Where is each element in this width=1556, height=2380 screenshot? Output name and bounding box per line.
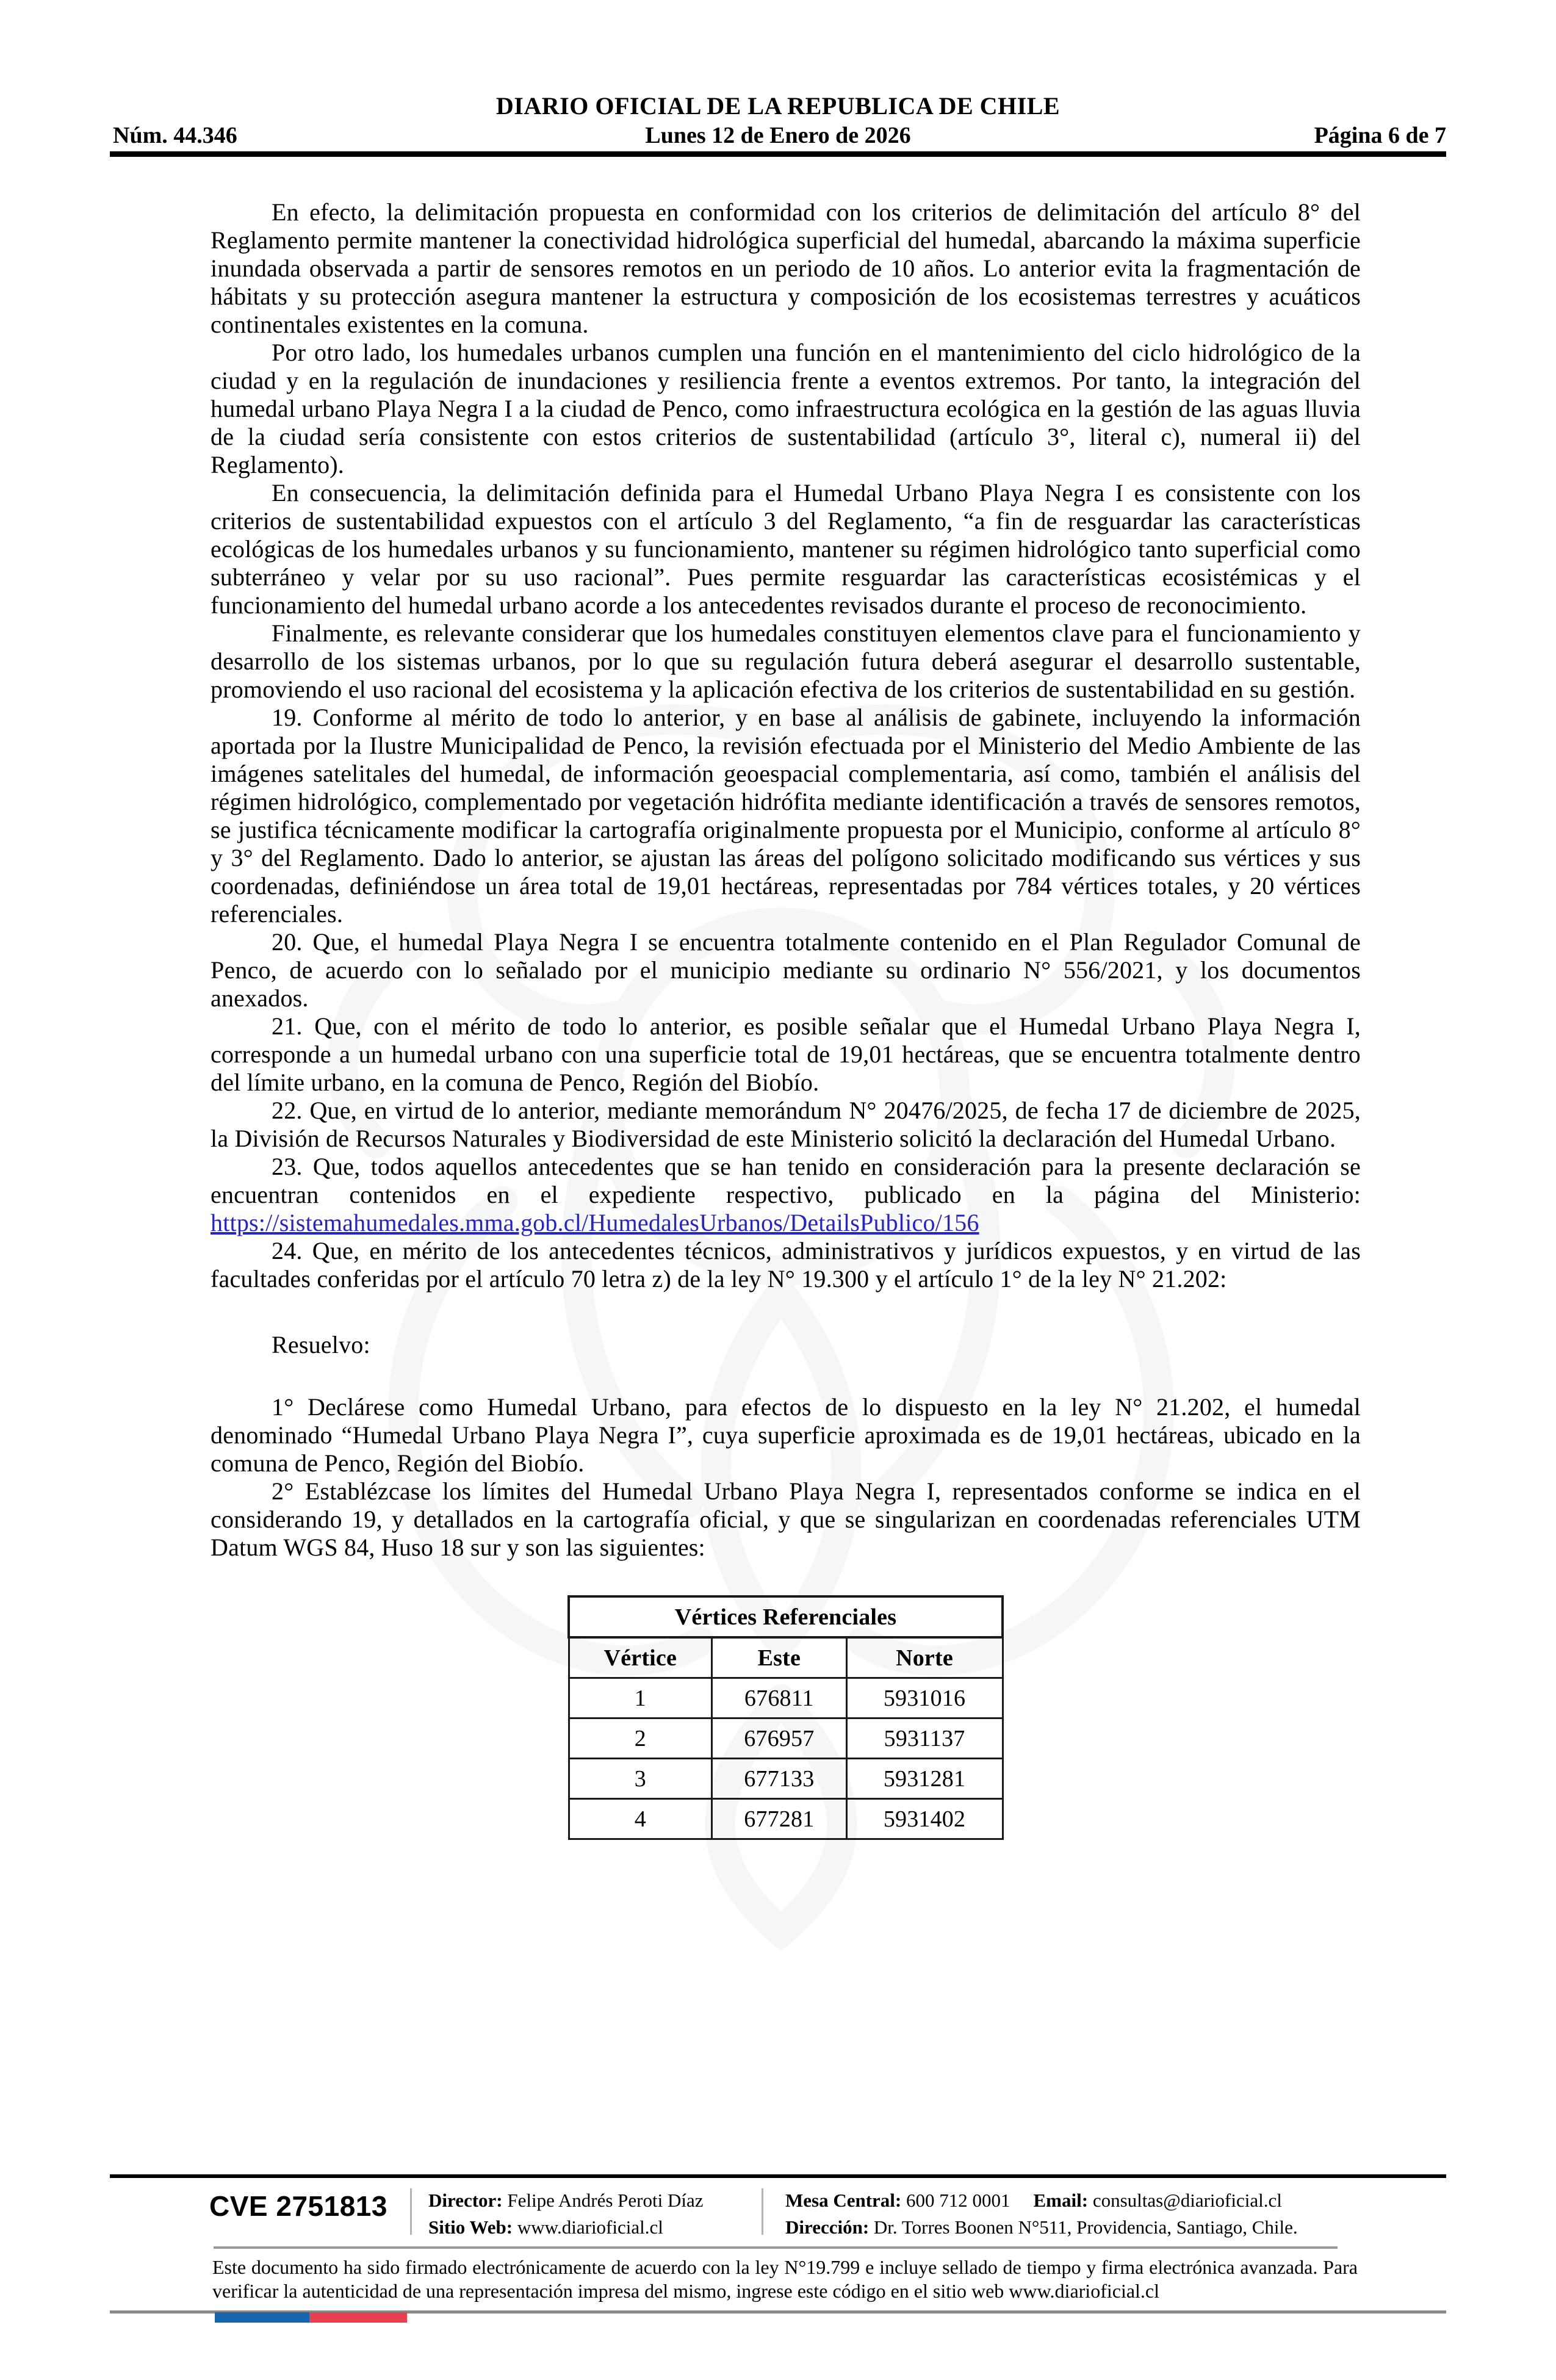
cell-norte: 5931281 <box>846 1759 1003 1799</box>
paragraph-consecuencia: En consecuencia, la delimitación definida para el Humedal Urbano Playa Negra I es consistente con los criterios de sustentabilidad expuestos con el artículo 3 del Reglamento, “a fin de resguardar las características ecológicas de los humedales urbanos y su funcionamiento, mantener su régimen hidrológico tanto superficial como subterráneo y velar por su uso racional”. Pues permite resguardar las características ecosistémicas y el funcionamiento del humedal urbano acorde a los antecedentes revisados durante el proceso de reconocimiento. <box>211 479 1361 619</box>
table-row <box>569 1759 1003 1799</box>
cell-vertice: 2 <box>569 1718 712 1759</box>
sitio-label: Sitio Web: <box>428 2216 513 2238</box>
sitio-value: www.diarioficial.cl <box>517 2216 663 2238</box>
considerando-22: 22. Que, en virtud de lo anterior, mediante memorándum N° 20476/2025, de fecha 17 de diciembre de 2025, la División de Recursos Naturales y Biodiversidad de este Ministerio solicitó la declaración del Humedal Urbano. <box>211 1097 1361 1152</box>
paragraph-funcion-humedales: Por otro lado, los humedales urbanos cumplen una función en el mantenimiento del ciclo hidrológico de la ciudad y en la regulación de inundaciones y resiliencia frente a eventos extremos. Por tanto, la integración del humedal urbano Playa Negra I a la ciudad de Penco, como infraestructura ecológica en la gestión de las aguas lluvia de la ciudad sería consistente con estos criterios de sustentabilidad (artículo 3°, literal c), numeral ii) del Reglamento). <box>211 339 1361 478</box>
resuelvo-heading: Resuelvo: <box>272 1331 370 1358</box>
considerando-21: 21. Que, con el mérito de todo lo anterior, es posible señalar que el Humedal Urbano Playa Negra I, corresponde a un humedal urbano con una superficie total de 19,01 hectáreas, que se encuentra totalmente dentro del límite urbano, en la comuna de Penco, Región del Biobío. <box>211 1012 1361 1096</box>
footer-director-block <box>428 2187 704 2241</box>
cell-este: 676811 <box>712 1678 846 1718</box>
issue-number: Núm. 44.346 <box>113 123 237 148</box>
col-header-vertice: Vértice <box>569 1637 712 1678</box>
direccion-line <box>785 2214 1298 2241</box>
footer-divider <box>410 2188 412 2235</box>
mesa-value: 600 712 0001 <box>906 2190 1010 2211</box>
cell-vertice: 3 <box>569 1759 712 1799</box>
cell-este: 676957 <box>712 1718 846 1759</box>
cell-norte: 5931016 <box>846 1678 1003 1718</box>
edition-date: Lunes 12 de Enero de 2026 <box>645 123 911 148</box>
paragraph-finalmente: Finalmente, es relevante considerar que los humedales constituyen elementos clave para el funcionamiento y desarrollo de los sistemas urbanos, por lo que su regulación futura deberá asegurar el desarrollo sustentable, promoviendo el uso racional del ecosistema y la aplicación efectiva de los criterios de sustentabilidad en su gestión. <box>211 619 1361 703</box>
considerando-23-text: 23. Que, todos aquellos antecedentes que se han tenido en consideración para la presente declaración se encuentran contenidos en el expediente respectivo, publicado en la página del Ministerio: <box>211 1153 1361 1208</box>
vertices-table <box>567 1595 1004 1840</box>
mesa-email-line <box>785 2187 1298 2214</box>
direccion-value: Dr. Torres Boonen N°511, Providencia, Santiago, Chile. <box>873 2216 1298 2238</box>
page-number: Página 6 de 7 <box>1314 123 1446 148</box>
flag-bar-red <box>309 2312 407 2323</box>
considerando-23 <box>211 1153 1361 1237</box>
director-value: Felipe Andrés Peroti Díaz <box>507 2190 704 2211</box>
paragraph-delimitacion: En efecto, la delimitación propuesta en conformidad con los criterios de delimitación del artículo 8° del Reglamento permite mantener la conectividad hidrológica superficial del humedal, abarcando la máxima superficie inundada observada a partir de sensores remotos en un periodo de 10 años. Lo anterior evita la fragmentación de hábitats y su protección asegura mantener la estructura y composición de los ecosistemas terrestres y acuáticos continentales existentes en la comuna. <box>211 198 1361 338</box>
footer-top-rule <box>110 2174 1446 2178</box>
table-row <box>569 1678 1003 1718</box>
signature-disclaimer: Este documento ha sido firmado electrónicamente de acuerdo con la ley N°19.799 e incluye sellado de tiempo y firma electrónica avanzada. Para verificar la autenticidad de una representación impresa del mismo, ingrese este código en el sitio web www.diarioficial.cl <box>212 2256 1358 2302</box>
footer-middle-rule <box>214 2246 1338 2249</box>
considerando-24: 24. Que, en mérito de los antecedentes técnicos, administrativos y jurídicos expuestos, y en virtud de las facultades conferidas por el artículo 70 letra z) de la ley N° 19.300 y el artículo 1° de la ley N° 21.202: <box>211 1237 1361 1293</box>
sitio-line <box>428 2214 704 2241</box>
cell-norte: 5931137 <box>846 1718 1003 1759</box>
email-value: consultas@diarioficial.cl <box>1092 2190 1282 2211</box>
cell-este: 677281 <box>712 1799 846 1839</box>
cell-norte: 5931402 <box>846 1799 1003 1839</box>
cell-este: 677133 <box>712 1759 846 1799</box>
direccion-label: Dirección: <box>785 2216 870 2238</box>
table-row <box>569 1718 1003 1759</box>
vertices-table-title: Vértices Referenciales <box>569 1596 1003 1637</box>
table-row <box>569 1799 1003 1839</box>
flag-bar-blue <box>215 2312 309 2323</box>
col-header-norte: Norte <box>846 1637 1003 1678</box>
email-label: Email: <box>1033 2190 1089 2211</box>
footer-contact-block <box>785 2187 1298 2241</box>
col-header-este: Este <box>712 1637 846 1678</box>
mesa-label: Mesa Central: <box>785 2190 902 2211</box>
considerando-20: 20. Que, el humedal Playa Negra I se encuentra totalmente contenido en el Plan Regulador Comunal de Penco, de acuerdo con lo señalado por el municipio mediante su ordinario N° 556/2021, y los documentos anexados. <box>211 928 1361 1012</box>
document-body <box>211 198 1361 1840</box>
masthead-title: DIARIO OFICIAL DE LA REPUBLICA DE CHILE <box>495 92 1061 120</box>
director-line <box>428 2187 704 2214</box>
header-rule <box>110 151 1446 157</box>
cell-vertice: 1 <box>569 1678 712 1718</box>
resolutivo-2: 2° Establézcase los límites del Humedal Urbano Playa Negra I, representados conforme se indica en el considerando 19, y detallados en la cartografía oficial, y que se singularizan en coordenadas referenciales UTM Datum WGS 84, Huso 18 sur y son las siguientes: <box>211 1477 1361 1561</box>
cell-vertice: 4 <box>569 1799 712 1839</box>
cve-code: CVE 2751813 <box>209 2190 387 2222</box>
considerando-19: 19. Conforme al mérito de todo lo anterior, y en base al análisis de gabinete, incluyendo la información aportada por la Ilustre Municipalidad de Penco, la revisión efectuada por el Ministerio del Medio Ambiente de las imágenes satelitales del humedal, de información geoespacial complementaria, así como, también el análisis del régimen hidrológico, complementado por vegetación hidrófita mediante identificación a través de sensores remotos, se justifica técnicamente modificar la cartografía originalmente propuesta por el Municipio, conforme al artículo 8° y 3° del Reglamento. Dado lo anterior, se ajustan las áreas del polígono solicitado modificando sus vértices y sus coordenadas, definiéndose un área total de 19,01 hectáreas, representadas por 784 vértices totales, y 20 vértices referenciales. <box>211 704 1361 928</box>
expediente-link[interactable]: https://sistemahumedales.mma.gob.cl/HumedalesUrbanos/DetailsPublico/156 <box>211 1209 979 1236</box>
footer-divider <box>762 2188 763 2235</box>
director-label: Director: <box>428 2190 503 2211</box>
resolutivo-1: 1° Declárese como Humedal Urbano, para efectos de lo dispuesto en la ley N° 21.202, el humedal denominado “Humedal Urbano Playa Negra I”, cuya superficie aproximada es de 19,01 hectáreas, ubicado en la comuna de Penco, Región del Biobío. <box>211 1393 1361 1477</box>
vertices-table-wrap <box>211 1595 1361 1840</box>
